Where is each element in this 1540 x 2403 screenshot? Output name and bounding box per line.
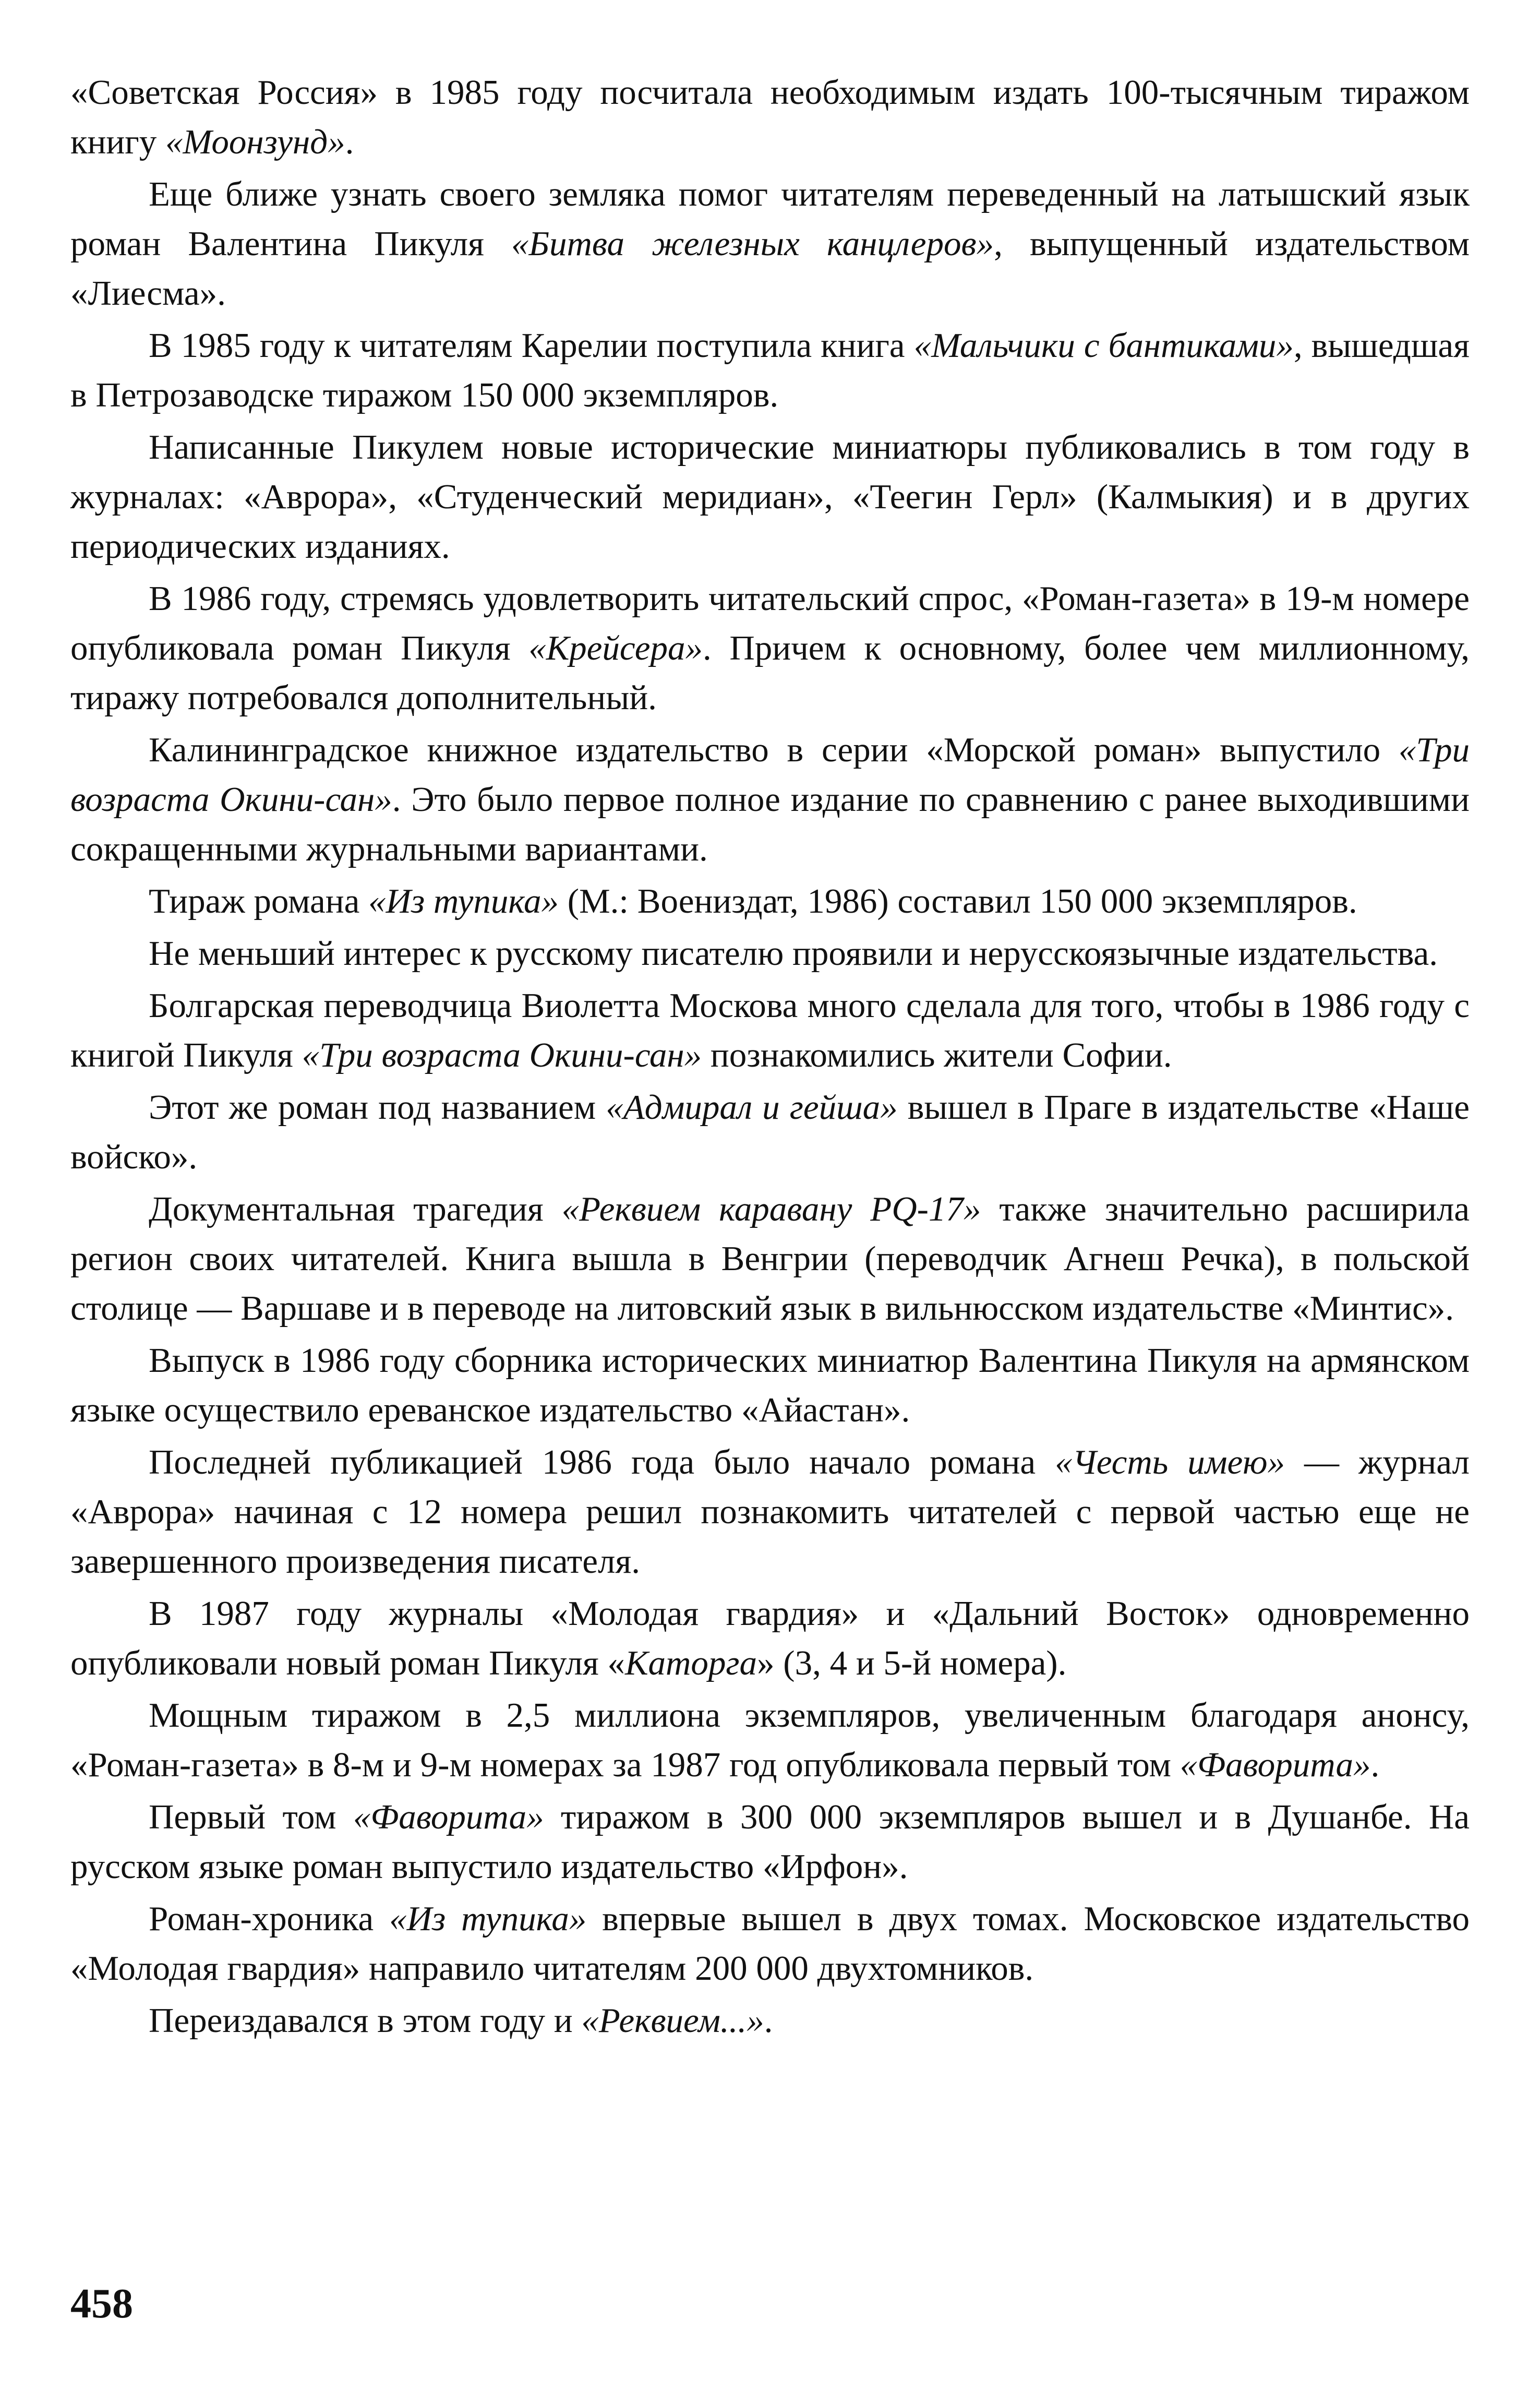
text-run: впервые вышел в двух томах. Московское издательство «Молодая гвардия» направило читателям 200 000 двухтомников. xyxy=(70,1899,1470,1988)
paragraph xyxy=(70,423,1470,571)
paragraph xyxy=(70,1691,1470,1790)
text-run: Не меньший интерес к русскому писателю проявили и нерусскоязычные издательства. xyxy=(149,934,1438,973)
paragraph xyxy=(70,1083,1470,1182)
text-run: . xyxy=(345,123,354,161)
text-run: Переиздавался в этом году и xyxy=(149,2001,582,2040)
italic-title: «Из тупика» xyxy=(368,882,559,920)
paragraph xyxy=(70,1438,1470,1586)
italic-title: «Три возраста Окини-сан» xyxy=(302,1036,702,1074)
text-run: , вышедшая в Петрозаводске тиражом 150 000 экземпляров. xyxy=(70,326,1470,414)
italic-title: «Фаворита» xyxy=(353,1798,544,1836)
paragraph xyxy=(70,1894,1470,1993)
paragraph xyxy=(70,1336,1470,1435)
paragraph xyxy=(70,981,1470,1080)
italic-title: «Битва железных канцлеров» xyxy=(511,224,994,263)
italic-title: «Моонзунд» xyxy=(165,123,345,161)
text-run: тиражом в 300 000 экземпляров вышел и в Душанбе. На русском языке роман выпустило издательство «Ирфон». xyxy=(70,1798,1470,1886)
text-run: В 1985 году к читателям Карелии поступила книга xyxy=(149,326,914,365)
text-run: Написанные Пикулем новые исторические миниатюры публиковались в том году в журналах: «Аврора», «Студенческий меридиан», «Теегин Герл» (Калмыкия) и в других периодических изданиях. xyxy=(70,428,1470,566)
text-run: . xyxy=(1370,1746,1380,1784)
italic-title: «Мальчики с бантиками» xyxy=(913,326,1294,365)
text-run: также значительно расширила регион своих читателей. Книга вышла в Венгрии (переводчик Агнеш Речка), в польской столице — Варшаве и в переводе на литовский язык в вильнюсском издательстве «Минтис». xyxy=(70,1190,1470,1328)
text-run: , выпущенный издательством «Лиесма». xyxy=(70,224,1470,313)
text-run: Последней публикацией 1986 года было начало романа xyxy=(149,1443,1055,1481)
page-number: 458 xyxy=(70,2281,133,2327)
text-run: (М.: Воениздат, 1986) составил 150 000 экземпляров. xyxy=(559,882,1357,920)
paragraph xyxy=(70,574,1470,723)
text-run: — журнал «Аврора» начиная с 12 номера решил познакомить читателей с первой частью еще не завершенного произведения писателя. xyxy=(70,1443,1470,1581)
text-run: Тираж романа xyxy=(149,882,369,920)
paragraph xyxy=(70,877,1470,926)
paragraph xyxy=(70,725,1470,874)
page-text xyxy=(70,68,1470,2048)
paragraph xyxy=(70,170,1470,318)
text-run: «Советская Россия» в 1985 году посчитала необходимым издать 100-тысячным тиражом книгу xyxy=(70,73,1470,161)
paragraph xyxy=(70,68,1470,167)
text-run: Первый том xyxy=(149,1798,353,1836)
italic-title: «Три возраста Окини-сан» xyxy=(70,731,1470,819)
italic-title: «Реквием...» xyxy=(581,2001,764,2040)
text-run: познакомились жители Софии. xyxy=(702,1036,1172,1074)
text-run: » (3, 4 и 5-й номера). xyxy=(757,1644,1067,1682)
paragraph xyxy=(70,1185,1470,1333)
text-run: Выпуск в 1986 году сборника исторических миниатюр Валентина Пикуля на армянском языке осуществило ереванское издательство «Айастан». xyxy=(70,1341,1470,1429)
italic-title: «Реквием каравану PQ-17» xyxy=(561,1190,981,1228)
italic-title: «Честь имею» xyxy=(1055,1443,1285,1481)
italic-title: Каторга xyxy=(624,1644,757,1682)
text-run: Этот же роман под названием xyxy=(149,1088,606,1127)
text-run: . Это было первое полное издание по сравнению с ранее выходившими сокращенными журнальными вариантами. xyxy=(70,780,1470,868)
text-run: Еще ближе узнать своего земляка помог читателям переведенный на латышский язык роман Валентина Пикуля xyxy=(70,175,1470,263)
text-run: Калининградское книжное издательство в серии «Морской роман» выпустило xyxy=(149,731,1399,769)
text-run: вышел в Праге в издательстве «Наше войско». xyxy=(70,1088,1470,1176)
text-run: Болгарская переводчица Виолетта Москова много сделала для того, чтобы в 1986 году с книгой Пикуля xyxy=(70,986,1470,1074)
italic-title: «Крейсера» xyxy=(528,629,703,667)
italic-title: «Адмирал и гейша» xyxy=(606,1088,898,1127)
italic-title: «Из тупика» xyxy=(389,1899,587,1938)
paragraph xyxy=(70,321,1470,420)
text-run: . xyxy=(764,2001,773,2040)
text-run: Мощным тиражом в 2,5 миллиона экземпляров, увеличенным благодаря анонсу, «Роман-газета» в 8-м и 9-м номерах за 1987 год опубликовала первый том xyxy=(70,1696,1470,1784)
italic-title: «Фаворита» xyxy=(1180,1746,1371,1784)
paragraph xyxy=(70,1589,1470,1688)
text-run: Документальная трагедия xyxy=(149,1190,562,1228)
paragraph xyxy=(70,929,1470,978)
paragraph xyxy=(70,1996,1470,2046)
text-run: Роман-хроника xyxy=(149,1899,390,1938)
text-run: В 1987 году журналы «Молодая гвардия» и «Дальний Восток» одновременно опубликовали новый роман Пикуля « xyxy=(70,1594,1470,1682)
text-run: В 1986 году, стремясь удовлетворить читательский спрос, «Роман-газета» в 19-м номере опубликовала роман Пикуля xyxy=(70,579,1470,667)
paragraph xyxy=(70,1792,1470,1892)
text-run: . Причем к основному, более чем миллионному, тиражу потребовался дополнительный. xyxy=(70,629,1470,717)
